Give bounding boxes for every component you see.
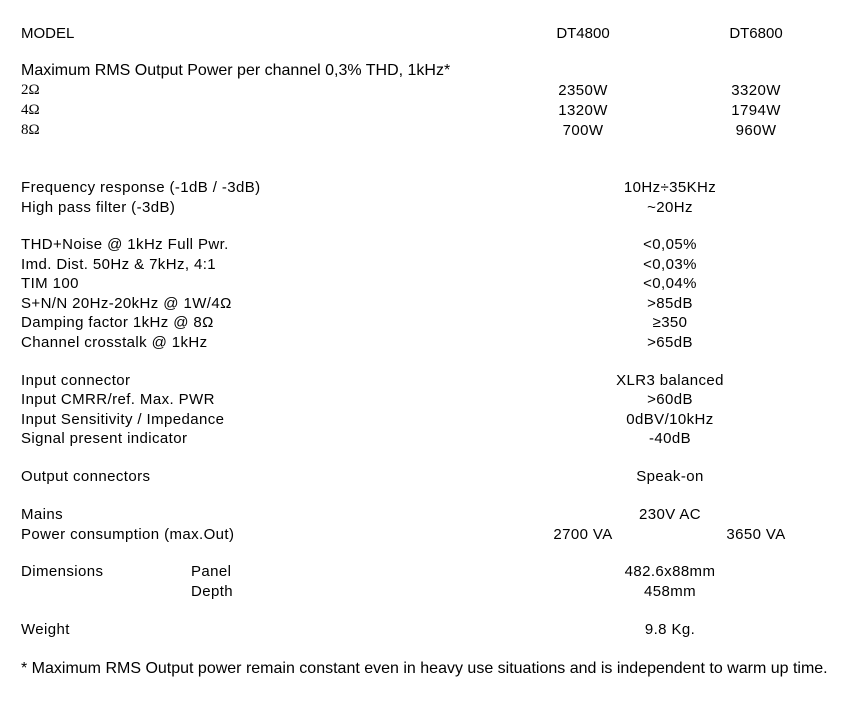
power-value-model-2: 1794W <box>731 102 781 119</box>
spec-value: >60dB <box>647 391 693 408</box>
spec-label: THD+Noise @ 1kHz Full Pwr. <box>21 236 229 253</box>
power-value-model-1: 700W <box>562 122 604 139</box>
spec-value: 0dBV/10kHz <box>626 411 714 428</box>
spec-label: Input Sensitivity / Impedance <box>21 411 225 428</box>
spec-label: Damping factor 1kHz @ 8Ω <box>21 314 214 331</box>
spec-label: Input connector <box>21 372 131 389</box>
depth-value: 458mm <box>643 583 697 600</box>
spec-value: 230V AC <box>638 506 701 523</box>
panel-label: Panel <box>191 563 232 580</box>
spec-value: -40dB <box>648 430 692 447</box>
power-value-model-2: 3320W <box>731 82 781 99</box>
spec-value: <0,04% <box>643 275 697 292</box>
spec-label: Frequency response (-1dB / -3dB) <box>21 179 261 196</box>
spec-label: Input CMRR/ref. Max. PWR <box>21 391 215 408</box>
weight-label: Weight <box>21 621 70 638</box>
impedance-label: 4Ω <box>21 102 40 118</box>
model-name-1: DT4800 <box>556 25 610 42</box>
impedance-label: 8Ω <box>21 122 40 138</box>
weight-value: 9.8 Kg. <box>644 621 696 638</box>
spec-value: >65dB <box>647 334 693 351</box>
consumption-value-model-2: 3650 VA <box>726 526 786 543</box>
power-value-model-1: 1320W <box>558 102 608 119</box>
model-name-2: DT6800 <box>729 25 783 42</box>
spec-label: Imd. Dist. 50Hz & 7kHz, 4:1 <box>21 256 217 273</box>
depth-label: Depth <box>191 583 234 600</box>
power-value-model-2: 960W <box>735 122 777 139</box>
spec-label: Mains <box>21 506 64 523</box>
consumption-label: Power consumption (max.Out) <box>21 526 235 543</box>
dimensions-label: Dimensions <box>21 563 104 580</box>
spec-value: XLR3 balanced <box>616 372 724 389</box>
panel-value: 482.6x88mm <box>624 563 716 580</box>
spec-label: S+N/N 20Hz-20kHz @ 1W/4Ω <box>21 295 232 312</box>
spec-label: Signal present indicator <box>21 430 188 447</box>
footnote: * Maximum RMS Output power remain constant even in heavy use situations and is independent to warm up time. <box>21 660 828 677</box>
consumption-value-model-1: 2700 VA <box>553 526 613 543</box>
spec-label: TIM 100 <box>21 275 79 292</box>
spec-label: High pass filter (-3dB) <box>21 199 176 216</box>
spec-value: ≥350 <box>652 314 688 331</box>
impedance-label: 2Ω <box>21 82 40 98</box>
power-value-model-1: 2350W <box>558 82 608 99</box>
spec-value: <0,05% <box>643 236 697 253</box>
power-section-title: Maximum RMS Output Power per channel 0,3% THD, 1kHz* <box>21 62 451 79</box>
spec-value: >85dB <box>647 295 693 312</box>
spec-value: <0,03% <box>643 256 697 273</box>
spec-label: Output connectors <box>21 468 151 485</box>
spec-value: Speak-on <box>636 468 704 485</box>
spec-value: ~20Hz <box>647 199 693 216</box>
spec-label: Channel crosstalk @ 1kHz <box>21 334 208 351</box>
model-label: MODEL <box>21 25 75 42</box>
spec-value: 10Hz÷35KHz <box>623 179 717 196</box>
